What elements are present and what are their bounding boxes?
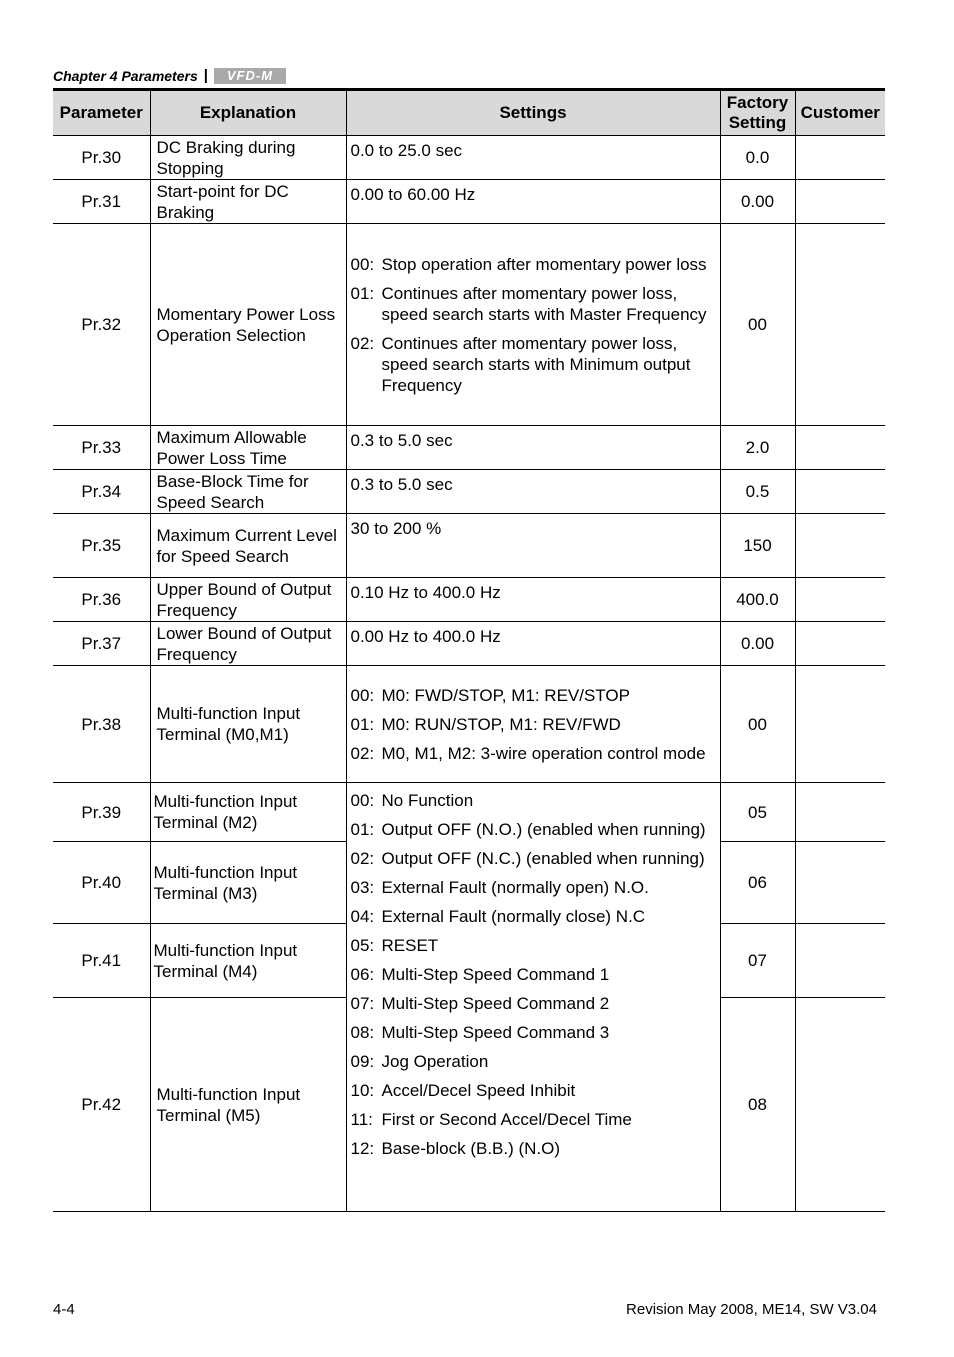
settings-cell: 0.00 Hz to 400.0 Hz — [346, 622, 720, 666]
explanation-cell: Base-Block Time for Speed Search — [150, 470, 346, 514]
explanation-cell: Maximum Allowable Power Loss Time — [150, 426, 346, 470]
setting-option — [351, 1022, 716, 1043]
factory-setting-cell: 0.5 — [720, 470, 795, 514]
parameter-cell: Pr.41 — [53, 924, 150, 998]
settings-cell: 0.3 to 5.0 sec — [346, 426, 720, 470]
table-row — [53, 666, 885, 783]
settings-cell: 30 to 200 % — [346, 514, 720, 578]
revision-info: Revision May 2008, ME14, SW V3.04 — [626, 1301, 877, 1318]
customer-cell — [795, 998, 885, 1212]
header-factory-line2: Setting — [728, 113, 787, 132]
setting-option — [351, 1109, 716, 1130]
option-code: 02: — [350, 333, 375, 353]
option-code: 01: — [350, 820, 375, 839]
explanation-cell: Lower Bound of Output Frequency — [150, 622, 346, 666]
customer-cell — [795, 622, 885, 666]
settings-cell: 0.10 Hz to 400.0 Hz — [346, 578, 720, 622]
option-text: M0: RUN/STOP, M1: REV/FWD — [381, 714, 621, 734]
option-code: 02: — [350, 849, 375, 868]
setting-option — [351, 819, 716, 840]
header-explanation: Explanation — [150, 91, 346, 136]
header-factory-line1: Factory — [726, 93, 789, 112]
option-code: 07: — [350, 994, 375, 1013]
option-code: 03: — [350, 878, 375, 897]
setting-option — [351, 877, 716, 898]
table-header-row — [53, 91, 885, 136]
settings-cell — [346, 666, 720, 783]
setting-option — [351, 254, 716, 275]
parameter-cell: Pr.31 — [53, 180, 150, 224]
customer-cell — [795, 666, 885, 783]
parameter-cell: Pr.37 — [53, 622, 150, 666]
explanation-cell: Multi-function Input Terminal (M2) — [150, 783, 346, 842]
option-text: RESET — [381, 936, 439, 955]
explanation-cell: Multi-function Input Terminal (M3) — [150, 842, 346, 924]
settings-cell: 0.0 to 25.0 sec — [346, 136, 720, 180]
option-text: Output OFF (N.C.) (enabled when running) — [381, 849, 705, 868]
explanation-cell: Maximum Current Level for Speed Search — [150, 514, 346, 578]
factory-setting-cell: 400.0 — [720, 578, 795, 622]
explanation-cell: Momentary Power Loss Operation Selection — [150, 224, 346, 426]
setting-option — [351, 333, 716, 396]
setting-option — [351, 743, 716, 764]
parameter-cell: Pr.35 — [53, 514, 150, 578]
table-row — [53, 136, 885, 180]
option-text: Continues after momentary power loss, speed search starts with Master Frequency — [381, 283, 707, 324]
option-code: 00: — [350, 685, 375, 705]
settings-cell: 0.3 to 5.0 sec — [346, 470, 720, 514]
customer-cell — [795, 842, 885, 924]
factory-setting-cell: 2.0 — [720, 426, 795, 470]
parameter-cell: Pr.38 — [53, 666, 150, 783]
header-factory-setting — [720, 91, 795, 136]
explanation-cell: DC Braking during Stopping — [150, 136, 346, 180]
setting-option — [351, 993, 716, 1014]
setting-option — [351, 848, 716, 869]
option-code: 00: — [350, 791, 375, 810]
setting-option — [351, 714, 716, 735]
option-text: Stop operation after momentary power loss — [381, 254, 707, 274]
option-code: 08: — [350, 1023, 375, 1042]
parameter-cell: Pr.34 — [53, 470, 150, 514]
chapter-title: Chapter 4 Parameters — [53, 67, 198, 84]
parameter-cell: Pr.32 — [53, 224, 150, 426]
page-number: 4-4 — [53, 1301, 75, 1318]
page-header — [53, 67, 286, 84]
option-text: Output OFF (N.O.) (enabled when running) — [381, 820, 706, 839]
header-settings: Settings — [346, 91, 720, 136]
customer-cell — [795, 224, 885, 426]
option-code: 01: — [350, 283, 375, 303]
parameter-cell: Pr.40 — [53, 842, 150, 924]
option-code: 06: — [350, 965, 375, 984]
option-code: 11: — [350, 1110, 373, 1129]
table-row — [53, 622, 885, 666]
option-text: M0, M1, M2: 3-wire operation control mode — [381, 743, 706, 763]
option-code: 10: — [350, 1081, 375, 1100]
factory-setting-cell: 150 — [720, 514, 795, 578]
header-parameter: Parameter — [53, 91, 150, 136]
parameter-cell: Pr.33 — [53, 426, 150, 470]
parameter-cell: Pr.30 — [53, 136, 150, 180]
option-text: Continues after momentary power loss, speed search starts with Minimum output Frequency — [381, 333, 691, 395]
factory-setting-cell: 07 — [720, 924, 795, 998]
factory-setting-cell: 00 — [720, 666, 795, 783]
table-row — [53, 783, 885, 842]
explanation-cell: Multi-function Input Terminal (M4) — [150, 924, 346, 998]
option-code: 00: — [350, 254, 375, 274]
option-text: Jog Operation — [381, 1052, 489, 1071]
factory-setting-cell: 0.0 — [720, 136, 795, 180]
setting-option — [351, 790, 716, 811]
customer-cell — [795, 136, 885, 180]
table-row — [53, 578, 885, 622]
option-text: Multi-Step Speed Command 3 — [381, 1023, 610, 1042]
option-code: 05: — [350, 936, 375, 955]
explanation-cell: Start-point for DC Braking — [150, 180, 346, 224]
vfd-m-logo: VFD-M — [214, 68, 286, 84]
factory-setting-cell: 00 — [720, 224, 795, 426]
option-text: M0: FWD/STOP, M1: REV/STOP — [381, 685, 630, 705]
option-text: First or Second Accel/Decel Time — [381, 1110, 632, 1129]
option-text: Accel/Decel Speed Inhibit — [381, 1081, 576, 1100]
header-separator: | — [203, 67, 208, 84]
option-code: 01: — [350, 714, 375, 734]
option-text: External Fault (normally open) N.O. — [381, 878, 649, 897]
option-text: Base-block (B.B.) (N.O) — [381, 1139, 561, 1158]
option-text: Multi-Step Speed Command 1 — [381, 965, 610, 984]
setting-option — [351, 935, 716, 956]
parameter-cell: Pr.36 — [53, 578, 150, 622]
parameter-cell: Pr.42 — [53, 998, 150, 1212]
customer-cell — [795, 180, 885, 224]
option-code: 12: — [350, 1139, 375, 1158]
setting-option — [351, 906, 716, 927]
factory-setting-cell: 08 — [720, 998, 795, 1212]
customer-cell — [795, 514, 885, 578]
table-row — [53, 514, 885, 578]
option-code: 09: — [350, 1052, 375, 1071]
customer-cell — [795, 783, 885, 842]
table-row — [53, 426, 885, 470]
customer-cell — [795, 470, 885, 514]
setting-option — [351, 685, 716, 706]
option-code: 04: — [350, 907, 375, 926]
explanation-cell: Multi-function Input Terminal (M0,M1) — [150, 666, 346, 783]
option-text: Multi-Step Speed Command 2 — [381, 994, 610, 1013]
setting-option — [351, 1051, 716, 1072]
setting-option — [351, 1138, 716, 1159]
table-row — [53, 224, 885, 426]
setting-option — [351, 964, 716, 985]
factory-setting-cell: 0.00 — [720, 180, 795, 224]
shared-settings-cell — [346, 783, 720, 1212]
explanation-cell: Upper Bound of Output Frequency — [150, 578, 346, 622]
header-customer: Customer — [795, 91, 885, 136]
option-code: 02: — [350, 743, 375, 763]
explanation-cell: Multi-function Input Terminal (M5) — [150, 998, 346, 1212]
customer-cell — [795, 578, 885, 622]
customer-cell — [795, 924, 885, 998]
setting-option — [351, 283, 716, 325]
table-row — [53, 180, 885, 224]
customer-cell — [795, 426, 885, 470]
table-row — [53, 470, 885, 514]
factory-setting-cell: 06 — [720, 842, 795, 924]
parameter-table — [53, 91, 885, 1212]
parameter-cell: Pr.39 — [53, 783, 150, 842]
option-text: External Fault (normally close) N.C — [381, 907, 646, 926]
option-text: No Function — [381, 791, 474, 810]
settings-cell — [346, 224, 720, 426]
factory-setting-cell: 05 — [720, 783, 795, 842]
setting-option — [351, 1080, 716, 1101]
settings-cell: 0.00 to 60.00 Hz — [346, 180, 720, 224]
factory-setting-cell: 0.00 — [720, 622, 795, 666]
